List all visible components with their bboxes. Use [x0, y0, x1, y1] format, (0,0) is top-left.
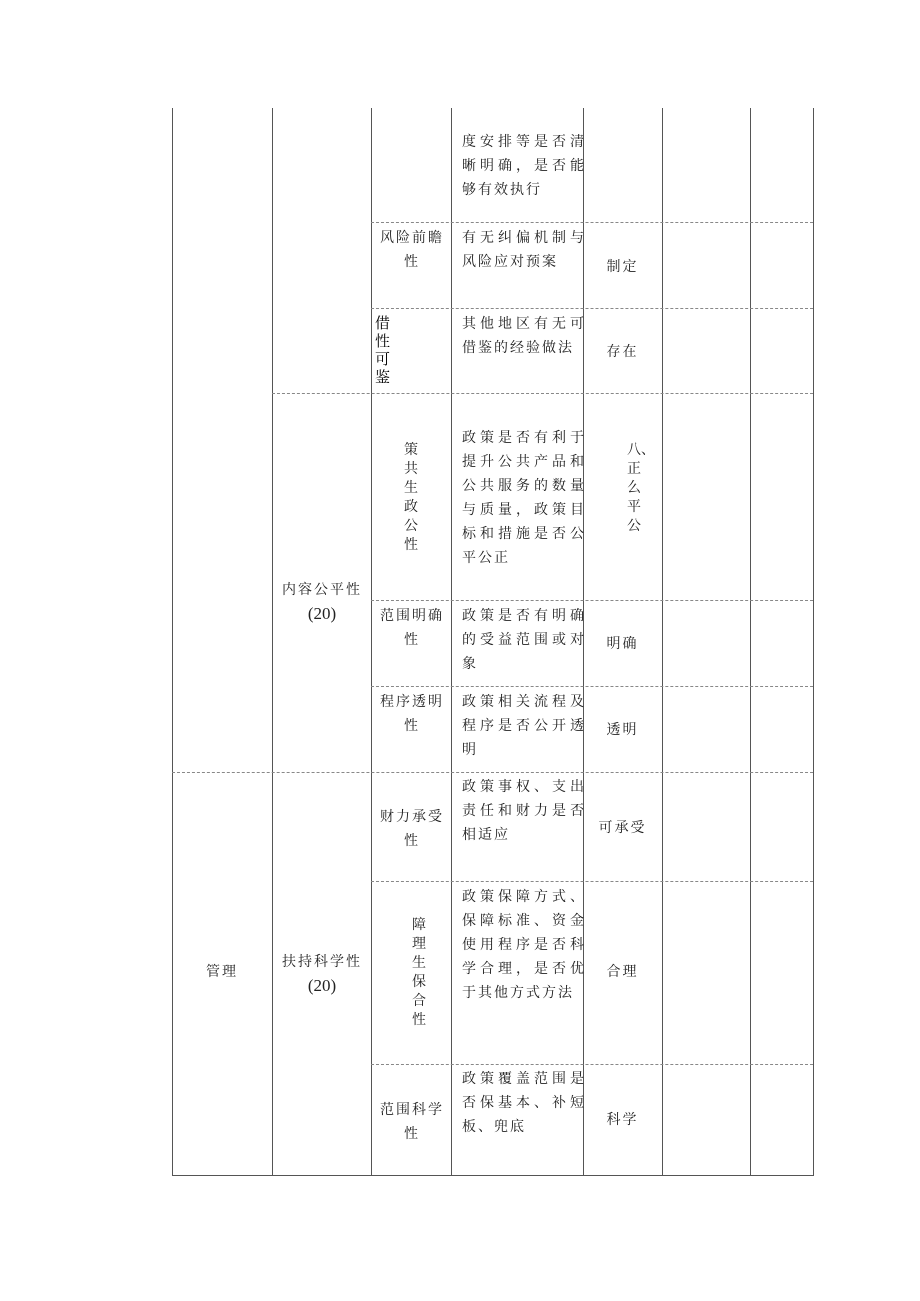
r8-standard: 合理 [606, 964, 639, 980]
group-content-label: 内容公平性 [282, 582, 362, 598]
r7-criteria: 政策事权、支出责任和财力是否相适应 [462, 779, 586, 843]
row-line-4 [371, 600, 813, 601]
r2-label: 风险前瞻性 [380, 230, 444, 270]
r6-criteria: 政策相关流程及程序是否公开透明 [462, 694, 586, 758]
r9-label: 范围科学性 [380, 1102, 444, 1142]
r3-criteria: 其他地区有无可借鉴的经验做法 [462, 316, 586, 356]
col-line-7 [813, 108, 814, 1176]
row-line-7 [371, 881, 813, 882]
row-line-3 [272, 393, 813, 394]
r5-criteria: 政策是否有明确的受益范围或对象 [462, 608, 586, 672]
col-line-1 [272, 108, 273, 1176]
evaluation-table [172, 108, 814, 1176]
group-support-label: 扶持科学性 [282, 954, 362, 970]
row-line-2 [371, 308, 813, 309]
table-bottom-line [172, 1175, 814, 1176]
row-line-6 [172, 772, 813, 773]
r6-standard: 透明 [606, 722, 639, 738]
col-line-6 [750, 108, 751, 1176]
r4-label: 策共生政公性 [404, 442, 418, 553]
r6-label: 程序透明性 [380, 694, 444, 734]
r2-criteria: 有无纠偏机制与风险应对预案 [462, 230, 586, 270]
r9-standard: 科学 [606, 1112, 639, 1128]
row-line-8 [371, 1064, 813, 1065]
r8-criteria: 政策保障方式、保障标准、资金使用程序是否科学合理，是否优于其他方式方法 [462, 889, 586, 1001]
r5-label: 范围明确性 [380, 608, 444, 648]
r7-standard: 可承受 [598, 820, 647, 836]
col-line-3 [451, 108, 452, 1176]
col-line-0 [172, 108, 173, 1176]
row-line-5 [371, 686, 813, 687]
r7-label: 财力承受性 [380, 809, 444, 849]
r3-label: 借性可鉴 [375, 314, 391, 386]
r9-criteria: 政策覆盖范围是否保基本、补短板、兜底 [462, 1071, 586, 1135]
r4-criteria: 政策是否有利于提升公共产品和公共服务的数量与质量，政策目标和措施是否公平公正 [462, 430, 586, 566]
col-line-2 [371, 108, 372, 1176]
r8-label: 障理生保合性 [412, 917, 426, 1028]
r2-standard: 制定 [606, 259, 639, 275]
group-content-score: (20) [307, 604, 337, 623]
r5-standard: 明确 [606, 636, 639, 652]
group-support-score: (20) [307, 976, 337, 995]
row-line-1 [371, 222, 813, 223]
r3-standard: 存在 [606, 344, 639, 360]
r1-criteria: 度安排等是否清晰明确，是否能够有效执行 [462, 134, 586, 198]
col-line-5 [662, 108, 663, 1176]
category-manage: 管理 [206, 964, 238, 980]
r4-standard: 八、正么平公 [627, 442, 655, 534]
